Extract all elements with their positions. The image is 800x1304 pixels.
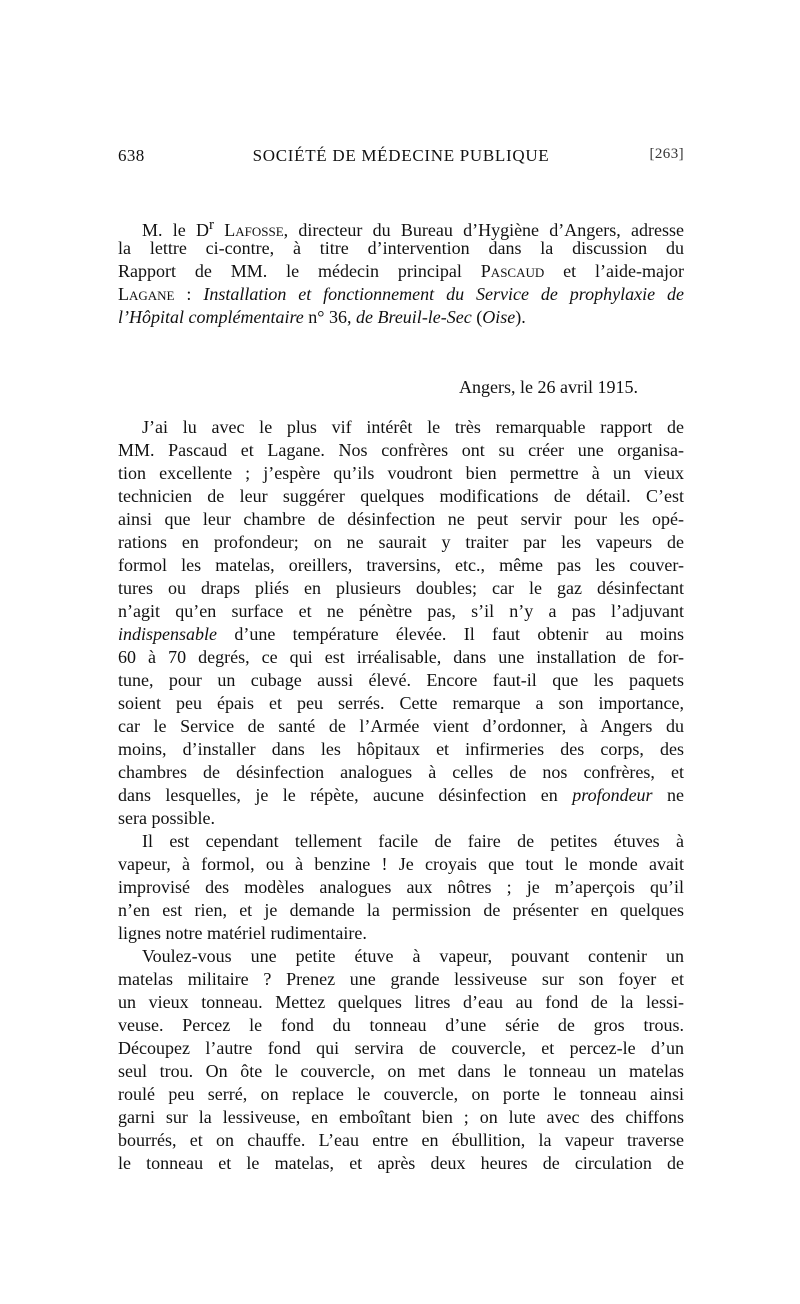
text-line: roulé peu serré, on replace le couvercle, on porte le tonneau ainsi	[118, 1084, 684, 1104]
text-line: tion excellente ; j’espère qu’ils voudront bien permettre à un vieux	[118, 463, 684, 483]
text-line: ainsi que leur chambre de désinfection ne peut servir pour les opé-	[118, 509, 684, 529]
text-line: l’Hôpital complémentaire n° 36, de Breuil-le-Sec (Oise).	[118, 307, 526, 327]
text-line: chambres de désinfection analogues à celles de nos confrères, et	[118, 762, 684, 782]
author-name: Lafosse	[224, 220, 284, 240]
text-line: garni sur la lessiveuse, en emboîtant bien ; on lute avec des chiffons	[118, 1107, 684, 1127]
text-line: rations en profondeur; on ne saurait y traiter par les vapeurs de	[118, 532, 684, 552]
intro-paragraph	[118, 214, 684, 329]
text-line: matelas militaire ? Prenez une grande lessiveuse sur son foyer et	[118, 969, 684, 989]
text-line: dans lesquelles, je le répète, aucune désinfection en profondeur ne	[118, 785, 684, 805]
running-title: SOCIÉTÉ DE MÉDECINE PUBLIQUE	[252, 146, 550, 165]
text-line: sera possible.	[118, 808, 215, 828]
letter-body	[118, 416, 684, 1175]
text-line: lignes notre matériel rudimentaire.	[118, 923, 367, 943]
text-line: le tonneau et le matelas, et après deux heures de circulation de	[118, 1153, 684, 1173]
text-line: J’ai lu avec le plus vif intérêt le très remarquable rapport de	[142, 417, 684, 437]
text-line: moins, d’installer dans les hôpitaux et infirmeries des corps, des	[118, 739, 684, 759]
letter-date: Angers, le 26 avril 1915.	[459, 377, 638, 397]
folio-number: [263]	[649, 146, 684, 162]
text-line: 60 à 70 degrés, ce qui est irréalisable, dans une installation de for-	[118, 647, 684, 667]
text-line: soient peu épais et peu serrés. Cette remarque a son importance,	[118, 693, 684, 713]
page-body	[118, 214, 684, 1175]
text-line: car le Service de santé de l’Armée vient d’ordonner, à Angers du	[118, 716, 684, 736]
text-line: Voulez-vous une petite étuve à vapeur, pouvant contenir un	[142, 946, 684, 966]
text-line: tune, pour un cubage aussi élevé. Encore faut-il que les paquets	[118, 670, 684, 690]
text-line: indispensable d’une température élevée. Il faut obtenir au moins	[118, 624, 685, 644]
page-header	[118, 146, 684, 170]
text-line: n’agit qu’en surface et ne pénètre pas, s’il n’y a pas l’adjuvant	[118, 601, 684, 621]
page-number: 638	[118, 146, 145, 165]
text-line: vapeur, à formol, ou à benzine ! Je croyais que tout le monde avait	[118, 854, 684, 874]
text-line: seul trou. On ôte le couvercle, on met dans le tonneau un matelas	[118, 1061, 684, 1081]
text-line: bourrés, et on chauffe. L’eau entre en ébullition, la vapeur traverse	[118, 1130, 684, 1150]
text-line: M. le $D^r$ Lafosse, directeur du Bureau d’Hygiène d’Angers, adresse	[142, 217, 684, 240]
text-line: Rapport de MM. le médecin principal Pascaud et l’aide-major	[118, 261, 685, 281]
text-line: improvisé des modèles analogues aux nôtres ; je m’aperçois qu’il	[118, 877, 684, 897]
text-line: un vieux tonneau. Mettez quelques litres d’eau au fond de la lessi-	[118, 992, 684, 1012]
text-line: Découpez l’autre fond qui servira de couvercle, et percez-le d’un	[118, 1038, 684, 1058]
text-line: Lagane : Installation et fonctionnement du Service de prophylaxie de	[118, 284, 684, 304]
text-line: veuse. Percez le fond du tonneau d’une série de gros trous.	[118, 1015, 684, 1035]
text-line: MM. Pascaud et Lagane. Nos confrères ont su créer une organisa-	[118, 440, 684, 460]
text-line: n’en est rien, et je demande la permission de présenter en quelques	[118, 900, 684, 920]
text-line: la lettre ci-contre, à titre d’intervention dans la discussion du	[118, 238, 684, 258]
text-line: Il est cependant tellement facile de faire de petites étuves à	[142, 831, 684, 851]
text-line: technicien de leur suggérer quelques modifications de détail. C’est	[118, 486, 684, 506]
text-line: formol les matelas, oreillers, traversins, etc., même pas les couver-	[118, 555, 684, 575]
text-line: tures ou draps pliés en plusieurs doubles; car le gaz désinfectant	[118, 578, 684, 598]
